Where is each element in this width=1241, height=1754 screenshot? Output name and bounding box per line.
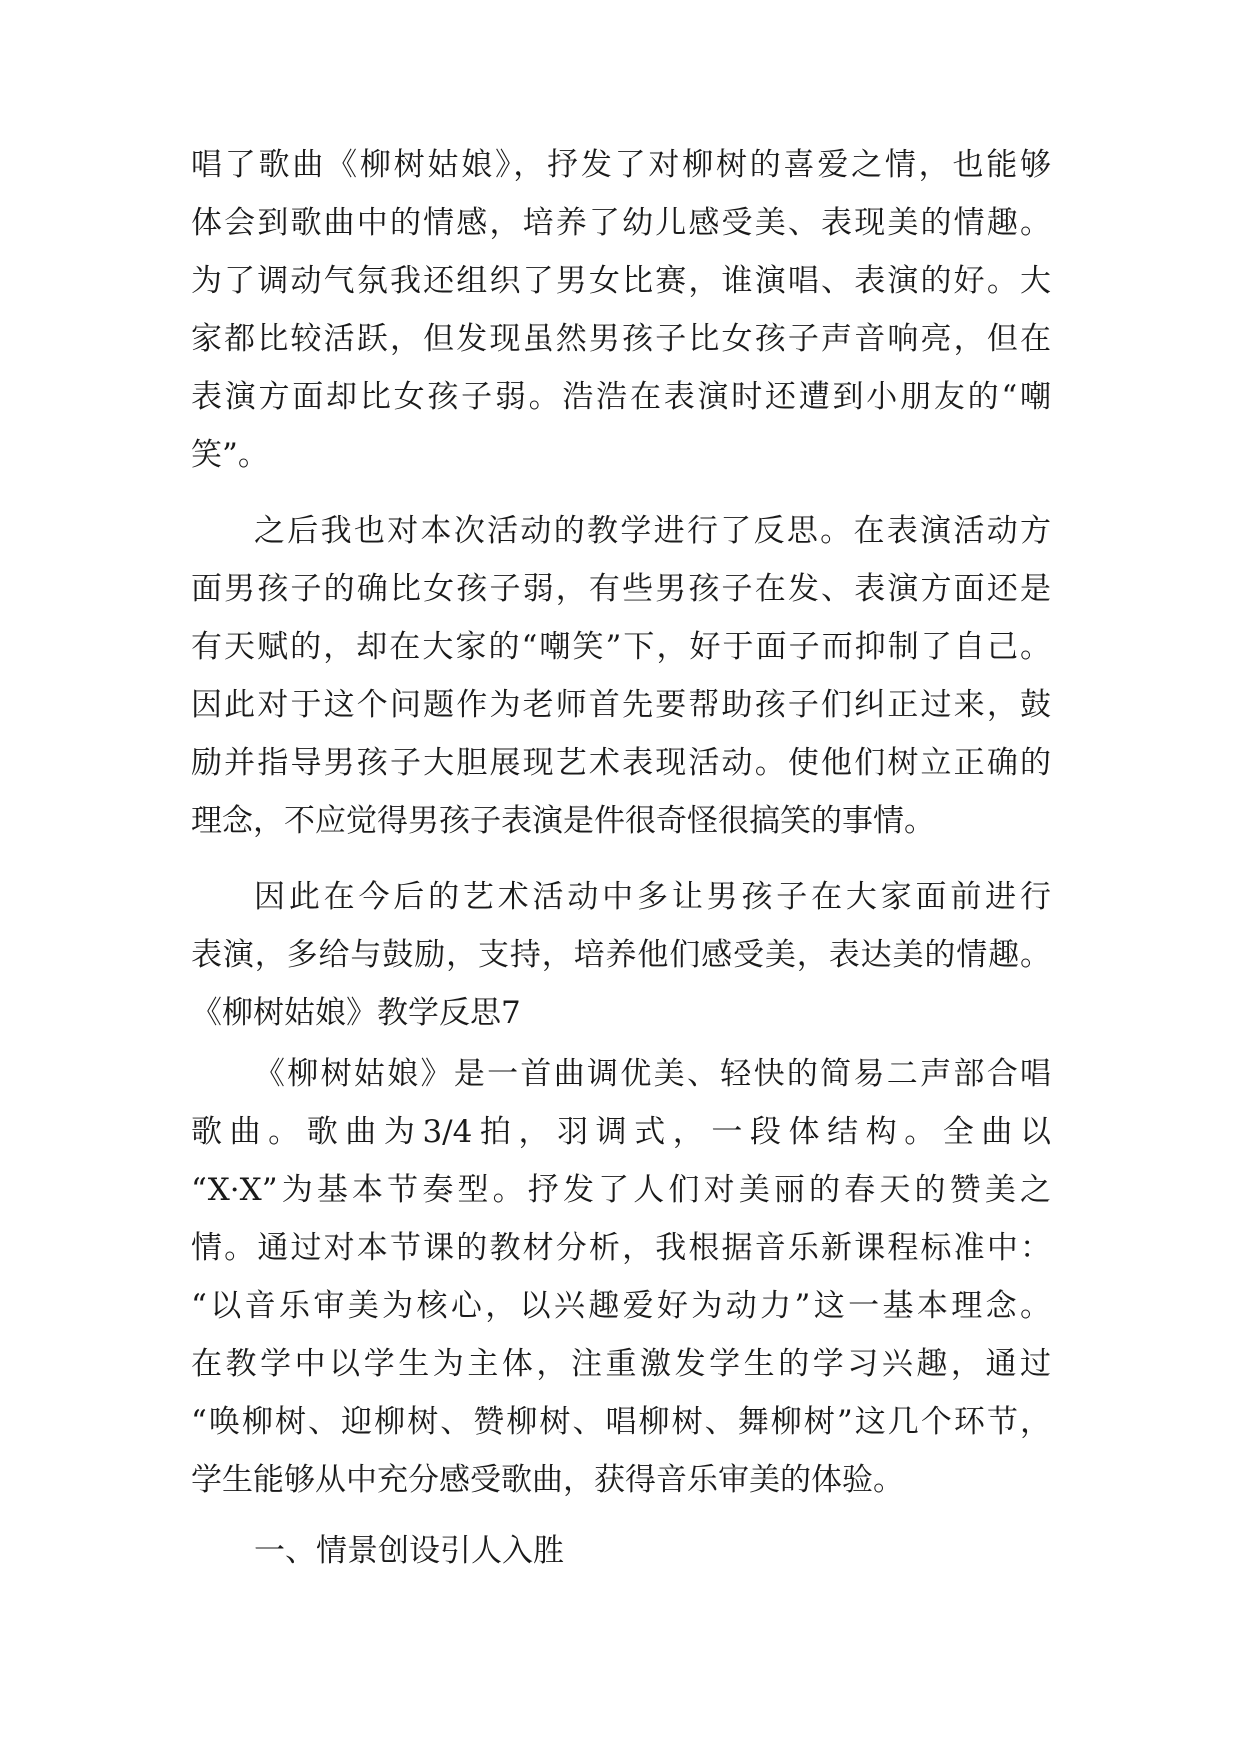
text-line: 唱了歌曲《柳树姑娘》，抒发了对柳树的喜爱之情，也能够 <box>191 147 1051 183</box>
subheading: 一、情景创设引人入胜 <box>254 1533 564 1569</box>
text-line: 歌曲。歌曲为3/4拍，羽调式，一段体结构。全曲以 <box>191 1114 1051 1150</box>
text-line: 学生能够从中充分感受歌曲，获得音乐审美的体验。 <box>191 1462 904 1498</box>
text-line: 在教学中以学生为主体，注重激发学生的学习兴趣，通过 <box>191 1346 1051 1382</box>
text-line: “唤柳树、迎柳树、赞柳树、唱柳树、舞柳树”这几个环节， <box>191 1404 1051 1440</box>
text-line: 为了调动气氛我还组织了男女比赛，谁演唱、表演的好。大 <box>191 263 1051 299</box>
section-heading: 《柳树姑娘》教学反思7 <box>191 995 521 1031</box>
text-line: 表演，多给与鼓励，支持，培养他们感受美，表达美的情趣。 <box>191 937 1051 973</box>
text-line: 有天赋的，却在大家的“嘲笑”下，好于面子而抑制了自己。 <box>191 629 1051 665</box>
text-line: 因此对于这个问题作为老师首先要帮助孩子们纠正过来，鼓 <box>191 687 1051 723</box>
text-line: 励并指导男孩子大胆展现艺术表现活动。使他们树立正确的 <box>191 745 1051 781</box>
text-line: 表演方面却比女孩子弱。浩浩在表演时还遭到小朋友的“嘲 <box>191 379 1051 415</box>
paragraph-start-line: 因此在今后的艺术活动中多让男孩子在大家面前进行 <box>254 879 1051 915</box>
text-line: 笑”。 <box>191 437 269 473</box>
paragraph-start-line: 之后我也对本次活动的教学进行了反思。在表演活动方 <box>254 513 1051 549</box>
text-line: 体会到歌曲中的情感，培养了幼儿感受美、表现美的情趣。 <box>191 205 1051 241</box>
text-line: 面男孩子的确比女孩子弱，有些男孩子在发、表演方面还是 <box>191 571 1051 607</box>
text-line: 理念，不应觉得男孩子表演是件很奇怪很搞笑的事情。 <box>191 803 935 839</box>
paragraph-start-line: 《柳树姑娘》是一首曲调优美、轻快的简易二声部合唱 <box>254 1056 1051 1092</box>
text-line: “以音乐审美为核心，以兴趣爱好为动力”这一基本理念。 <box>191 1288 1051 1324</box>
text-line: 家都比较活跃，但发现虽然男孩子比女孩子声音响亮，但在 <box>191 321 1051 357</box>
text-line: 情。通过对本节课的教材分析，我根据音乐新课程标准中： <box>191 1230 1051 1266</box>
text-line: “X·X”为基本节奏型。抒发了人们对美丽的春天的赞美之 <box>191 1172 1051 1208</box>
